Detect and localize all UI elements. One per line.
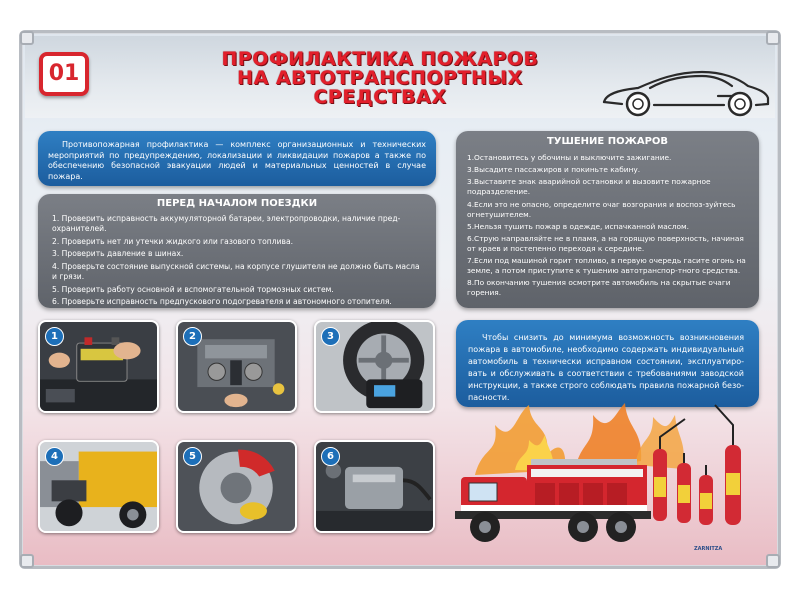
extinguish-list	[467, 153, 749, 301]
list-item: 7.Если под машиной горит топливо, в первую очередь гасите огонь на земле, а потом приступите к тушению автотранспор-тного средства.	[467, 256, 746, 276]
list-item: 5.Нельзя тушить пожар в одежде, испачканной маслом.	[467, 221, 689, 231]
photo-number-badge: 1	[45, 327, 64, 346]
photo-number-badge: 2	[183, 327, 202, 346]
title-line: НА АВТОТРАНСПОРТНЫХ	[237, 67, 523, 89]
frame-corner	[766, 554, 780, 568]
list-item: 2. Проверить нет ли утечки жидкого или газового топлива.	[52, 236, 294, 246]
poster-number: 01	[48, 61, 80, 86]
list-item: 4.Если это не опасно, определите очаг возгорания и воспоз-зуйтесь огнетушителем.	[467, 199, 736, 219]
frame-corner	[766, 31, 780, 45]
intro-text: Противопожарная профилактика — комплекс организационных и технических мероприятий по предупреждению, локализации и ликвидации пожаров а также по обеспечению безопасной эвакуации людей и материальных ценностей в случае пожара.	[48, 140, 426, 181]
before-trip-list	[52, 214, 424, 310]
extinguish-title: ТУШЕНИЕ ПОЖАРОВ	[546, 136, 669, 147]
photo-number-badge: 5	[183, 447, 202, 466]
photo-heater	[314, 440, 435, 533]
list-item: 8.По окончанию тушения осмотрите автомобиль на скрытые очаги горения.	[467, 278, 731, 298]
frame-corner	[20, 554, 34, 568]
fire-truck-illustration	[455, 385, 755, 550]
list-item: 3.Выставите знак аварийной остановки и вызовите пожарное подразделение.	[467, 177, 711, 197]
photo-battery	[38, 320, 159, 413]
photo-number-badge: 3	[321, 327, 340, 346]
list-item: 5. Проверить работу основной и вспомогательной тормозных систем.	[52, 284, 334, 294]
photo-number-badge: 6	[321, 447, 340, 466]
list-item: 3.Высадите пассажиров и покиньте кабину.	[467, 165, 641, 175]
poster-number-badge	[39, 52, 89, 96]
before-trip-title: ПЕРЕД НАЧАЛОМ ПОЕЗДКИ	[156, 198, 318, 209]
brand-logo: ZARNITZA	[694, 546, 723, 552]
title-line: ПРОФИЛАКТИКА ПОЖАРОВ	[221, 48, 539, 70]
poster-title	[200, 50, 560, 107]
list-item: 3. Проверить давление в шинах.	[52, 249, 184, 259]
list-item: 1.Остановитесь у обочины и выключите зажигание.	[467, 153, 672, 162]
photo-number-badge: 4	[45, 447, 64, 466]
photo-brake	[176, 440, 297, 533]
list-item: 6.Струю направляйте не в пламя, а на горящую поверхность, начиная от краев и постепенно переходя к середине.	[467, 233, 744, 253]
photo-tire	[314, 320, 435, 413]
info-text: Чтобы снизить до минимума возможность возникновения пожара в автомобиле, необходимо содержать индивидуальный автомобиль в технически исправном состоянии, эксплуатиро-вать и обслуживать в соответствии с требованиями заводской инструкции, а также строго соблюдать правила пожарной безо-пасности.	[468, 333, 744, 402]
list-item: 1. Проверить исправность аккумуляторной батареи, электропроводки, наличие пред-охранителей.	[52, 214, 401, 234]
photo-truck	[38, 440, 159, 533]
fire-extinguisher-icon	[653, 405, 741, 525]
frame-corner	[20, 31, 34, 45]
sports-car-icon	[598, 62, 774, 118]
title-line: СРЕДСТВАХ	[313, 86, 447, 108]
photo-engine	[176, 320, 297, 413]
list-item: 4. Проверьте состояние выпускной системы, на корпусе глушителя не должно быть масла и грязи.	[52, 261, 420, 282]
list-item: 6. Проверьте исправность предпускового подогревателя и автономного отопителя.	[52, 297, 392, 307]
